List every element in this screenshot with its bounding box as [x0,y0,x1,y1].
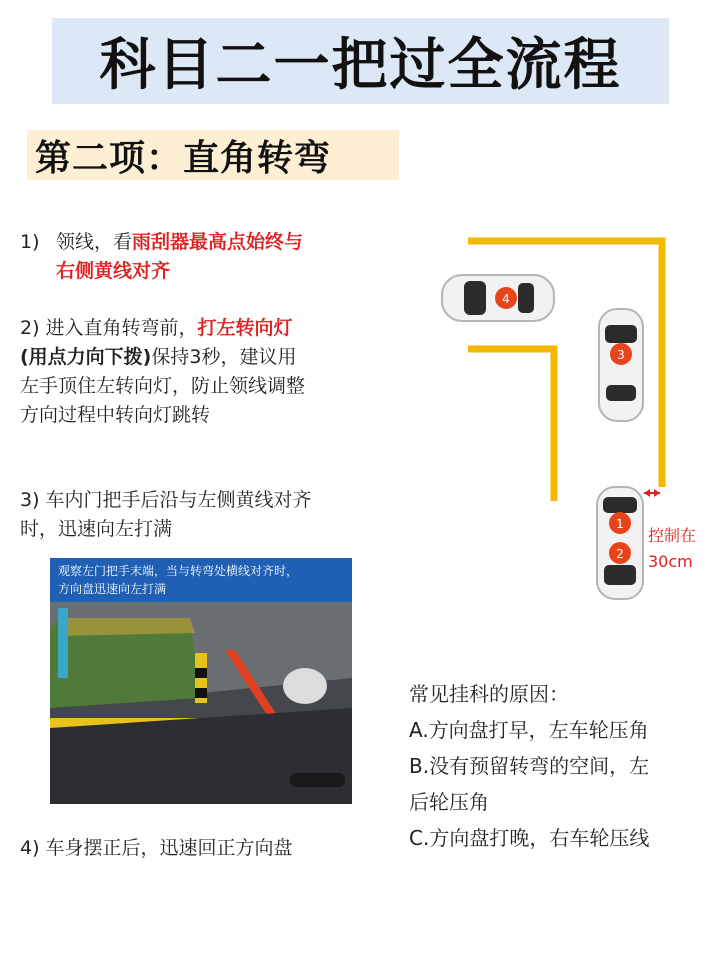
distance-label-line-2: 30cm [648,552,693,571]
step-1 [20,228,380,286]
door-handle-photo [50,558,352,804]
page-title: 科目二一把过全流程 [99,33,622,98]
car-4-label: 4 [502,292,510,306]
reason-item-b: B.没有预留转弯的空间，左 [409,754,650,778]
step-2-highlight: 打左转向灯 [197,317,293,339]
car-2-label: 2 [616,547,624,561]
step-2-text: 2) 进入直角转弯前， [20,317,198,339]
inner-yellow-line [468,349,554,501]
step-2-text-b: 保持3秒，建议用 [151,346,297,368]
step-2-text-c: 左手顶住左转向灯，防止领线调整 [20,375,306,397]
reason-item-a: A.方向盘打早，左车轮压角 [409,718,649,742]
reason-item-b-cont: 后轮压角 [409,790,489,814]
section-title: 第二项：直角转弯 [35,137,332,179]
right-angle-turn-diagram [430,225,700,605]
step-3 [20,486,385,544]
step-1-number: 1) [20,231,40,253]
step-4 [20,834,385,863]
photo-caption-line-2: 方向盘迅速向左打满 [58,582,167,596]
photo-caption [50,558,352,602]
step-2-text-d: 方向过程中转向灯跳转 [20,404,211,426]
step-2 [20,314,385,430]
reasons-heading: 常见挂科的原因： [409,682,569,706]
step-1-highlight-2: 右侧黄线对齐 [56,260,171,282]
step-4-text: 4) 车身摆正后，迅速回正方向盘 [20,837,293,859]
title-banner [52,18,669,104]
step-2-bold: (用点力向下拨) [20,346,152,368]
step-3-text-a: 3) 车内门把手后沿与左侧黄线对齐 [20,489,312,511]
distance-label-line-1: 控制在 [648,526,697,545]
step-3-text-b: 时，迅速向左打满 [20,518,173,540]
car-1-label: 1 [616,517,624,531]
car-1-2 [597,487,643,599]
distance-arrow [644,489,660,497]
failure-reasons [409,676,709,856]
car-3-label: 3 [617,348,625,362]
car-3 [599,309,643,421]
photo-caption-line-1: 观察左门把手末端，当与转弯处横线对齐时， [58,564,299,578]
reason-item-c: C.方向盘打晚，右车轮压线 [409,826,650,850]
subtitle-banner [27,130,399,180]
car-4 [442,275,554,321]
step-1-text: 领线，看 [56,231,133,253]
step-1-highlight: 雨刮器最高点始终与 [132,231,304,253]
